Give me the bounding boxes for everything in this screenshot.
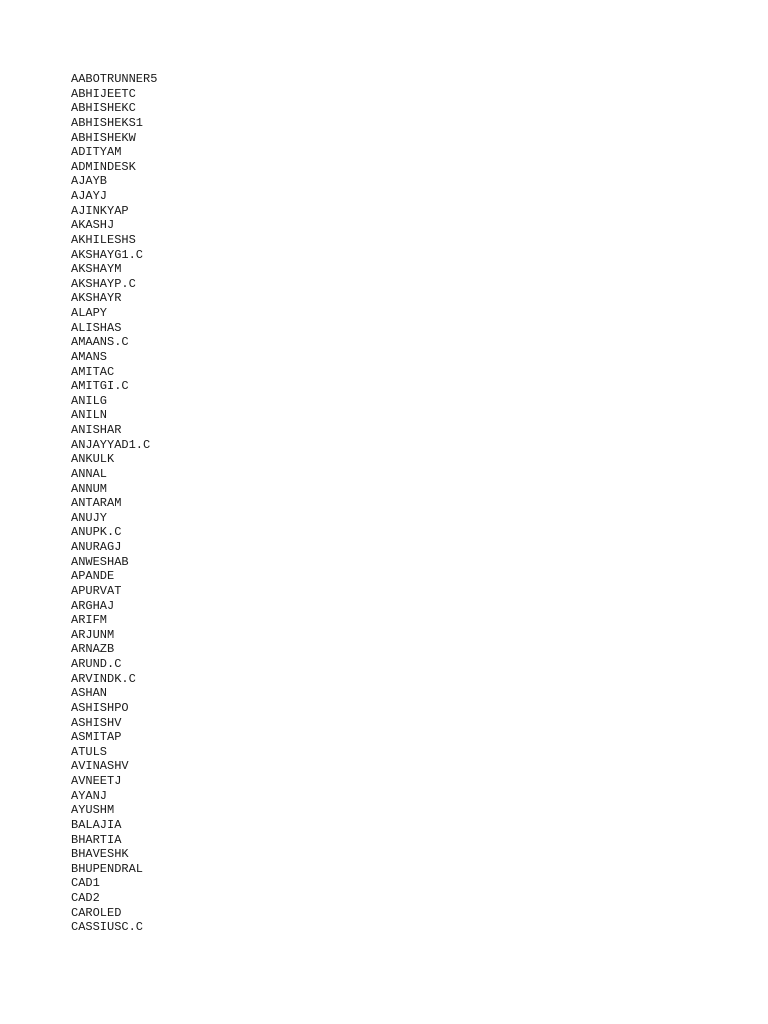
- list-item: AJINKYAP: [71, 203, 129, 218]
- list-item: ANUPK.C: [71, 525, 122, 540]
- list-item: APURVAT: [71, 583, 122, 598]
- list-item: ARUND.C: [71, 657, 122, 671]
- list-item: BALAJIA: [71, 817, 122, 832]
- list-item: ARJUNM: [71, 627, 115, 642]
- list-item: BHUPENDRAL: [71, 861, 144, 876]
- list-item: ARIFM: [71, 613, 108, 628]
- list-item: ADMINDESK: [71, 159, 136, 174]
- list-item: ABHIJEETC: [71, 86, 136, 101]
- list-item: ANNUM: [71, 481, 108, 496]
- list-item: CAD1: [71, 876, 100, 891]
- list-item: ANNAL: [71, 466, 108, 481]
- list-item: ARVINDK.C: [71, 671, 136, 686]
- list-item: ABHISHEKC: [71, 101, 136, 116]
- list-item: AKSHAYM: [71, 262, 122, 277]
- list-item: ANURAGJ: [71, 540, 122, 554]
- list-item: ANUJY: [71, 510, 108, 525]
- list-item: AKASHJ: [71, 218, 115, 233]
- list-item: AKHILESHS: [71, 232, 136, 247]
- list-item: ALISHAS: [71, 320, 122, 335]
- list-item: ARGHAJ: [71, 598, 115, 613]
- list-item: CAD2: [71, 891, 100, 905]
- list-item: ABHISHEKW: [71, 130, 136, 145]
- list-item: ASHAN: [71, 686, 108, 701]
- list-item: AJAYB: [71, 174, 108, 189]
- list-item: AJAYJ: [71, 189, 108, 203]
- list-item: ANISHAR: [71, 423, 122, 437]
- list-item: ASHISHV: [71, 715, 122, 730]
- list-item: BHARTIA: [71, 832, 122, 847]
- list-item: AMITGI.C: [71, 379, 129, 394]
- list-item: AMAANS.C: [71, 335, 129, 350]
- list-item: AKSHAYG1.C: [71, 247, 144, 262]
- list-item: ANILN: [71, 408, 108, 423]
- list-item: ASMITAP: [71, 730, 122, 745]
- list-item: ANJAYYAD1.C: [71, 437, 151, 452]
- list-item: ANTARAM: [71, 496, 122, 511]
- list-item: AYANJ: [71, 788, 108, 803]
- list-item: AVINASHV: [71, 759, 129, 774]
- list-item: AMITAC: [71, 364, 115, 379]
- list-item: ANKULK: [71, 452, 115, 467]
- list-item: AMANS: [71, 349, 108, 364]
- list-item: ANWESHAB: [71, 554, 129, 569]
- list-item: APANDE: [71, 569, 115, 584]
- list-item: AKSHAYP.C: [71, 276, 136, 291]
- list-item: ASHISHPO: [71, 700, 129, 715]
- list-item: AYUSHM: [71, 803, 115, 818]
- list-item: AKSHAYR: [71, 291, 122, 306]
- list-item: ADITYAM: [71, 145, 122, 160]
- username-list: [71, 72, 157, 935]
- list-item: AVNEETJ: [71, 774, 122, 788]
- list-item: ATULS: [71, 744, 108, 759]
- list-item: ARNAZB: [71, 642, 115, 657]
- list-item: ABHISHEKS1: [71, 115, 144, 130]
- list-item: ANILG: [71, 393, 108, 408]
- list-item: CAROLED: [71, 905, 122, 920]
- list-item: ALAPY: [71, 306, 108, 320]
- list-item: AABOTRUNNER5: [71, 72, 158, 86]
- list-item: BHAVESHK: [71, 847, 129, 862]
- list-item: CASSIUSC.C: [71, 920, 144, 935]
